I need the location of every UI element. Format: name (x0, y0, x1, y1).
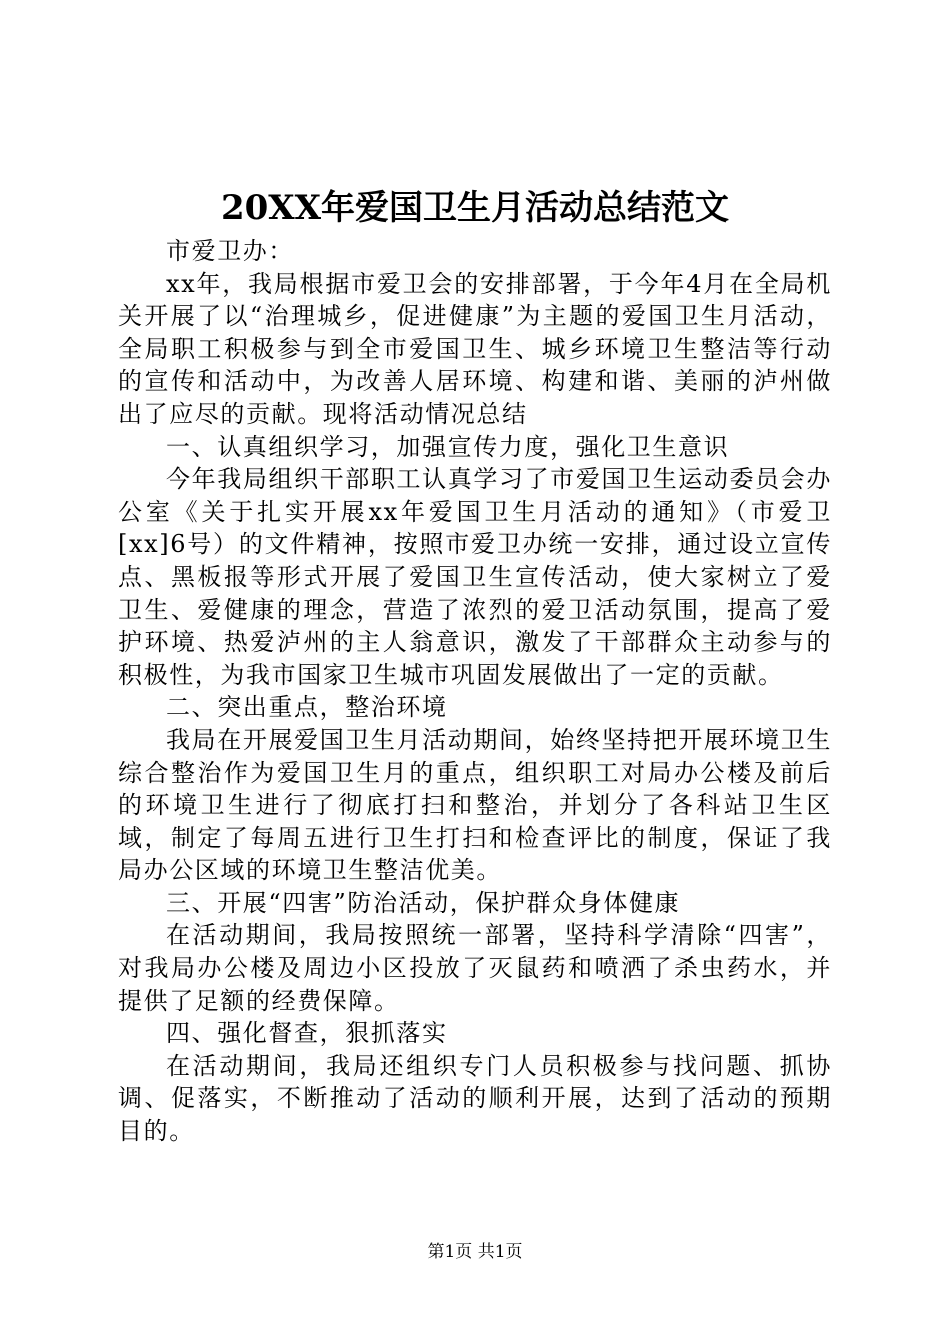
salutation: 市爱卫办： (166, 237, 294, 265)
page-footer: 第1页 共1页 (427, 1242, 523, 1262)
section-paragraph-4: 在活动期间，我局还组织专门人员积极参与找问题、抓协调、促落实，不断推动了活动的顺利开展，达到了活动的预期目的。 (118, 1051, 832, 1146)
section-heading-4: 四、强化督查，狠抓落实 (166, 1019, 448, 1048)
section-heading-3: 三、开展“四害”防治活动，保护群众身体健康 (166, 888, 681, 917)
intro-paragraph: xx年，我局根据市爱卫会的安排部署，于今年4月在全局机关开展了以“治理城乡，促进健康”为主题的爱国卫生月活动，全局职工积极参与到全市爱国卫生、城乡环境卫生整洁等行动的宣传和活动中，为改善人居环境、构建和谐、美丽的泸州做出了应尽的贡献。现将活动情况总结 (118, 269, 832, 428)
section-paragraph-1: 今年我局组织干部职工认真学习了市爱国卫生运动委员会办公室《关于扎实开展xx年爱国卫生月活动的通知》（市爱卫[xx]6号）的文件精神，按照市爱卫办统一安排，通过设立宣传点、黑板报等形式开展了爱国卫生宣传活动，使大家树立了爱卫生、爱健康的理念，营造了浓烈的爱卫活动氛围，提高了爱护环境、热爱泸州的主人翁意识，激发了干部群众主动参与的积极性，为我市国家卫生城市巩固发展做出了一定的贡献。 (118, 465, 832, 689)
section-heading-1: 一、认真组织学习，加强宣传力度，强化卫生意识 (166, 432, 730, 461)
document-title: 20XX年爱国卫生月活动总结范文 (220, 188, 730, 228)
document-body (118, 235, 832, 1148)
section-paragraph-2: 我局在开展爱国卫生月活动期间，始终坚持把开展环境卫生综合整治作为爱国卫生月的重点，组织职工对局办公楼及前后的环境卫生进行了彻底打扫和整治，并划分了各科站卫生区域，制定了每周五进行卫生打扫和检查评比的制度，保证了我局办公区域的环境卫生整洁优美。 (118, 725, 832, 885)
section-heading-2: 二、突出重点，整治环境 (166, 693, 448, 722)
section-paragraph-3: 在活动期间，我局按照统一部署，坚持科学清除“四害”，对我局办公楼及周边小区投放了灭鼠药和喷洒了杀虫药水，并提供了足额的经费保障。 (118, 921, 832, 1015)
